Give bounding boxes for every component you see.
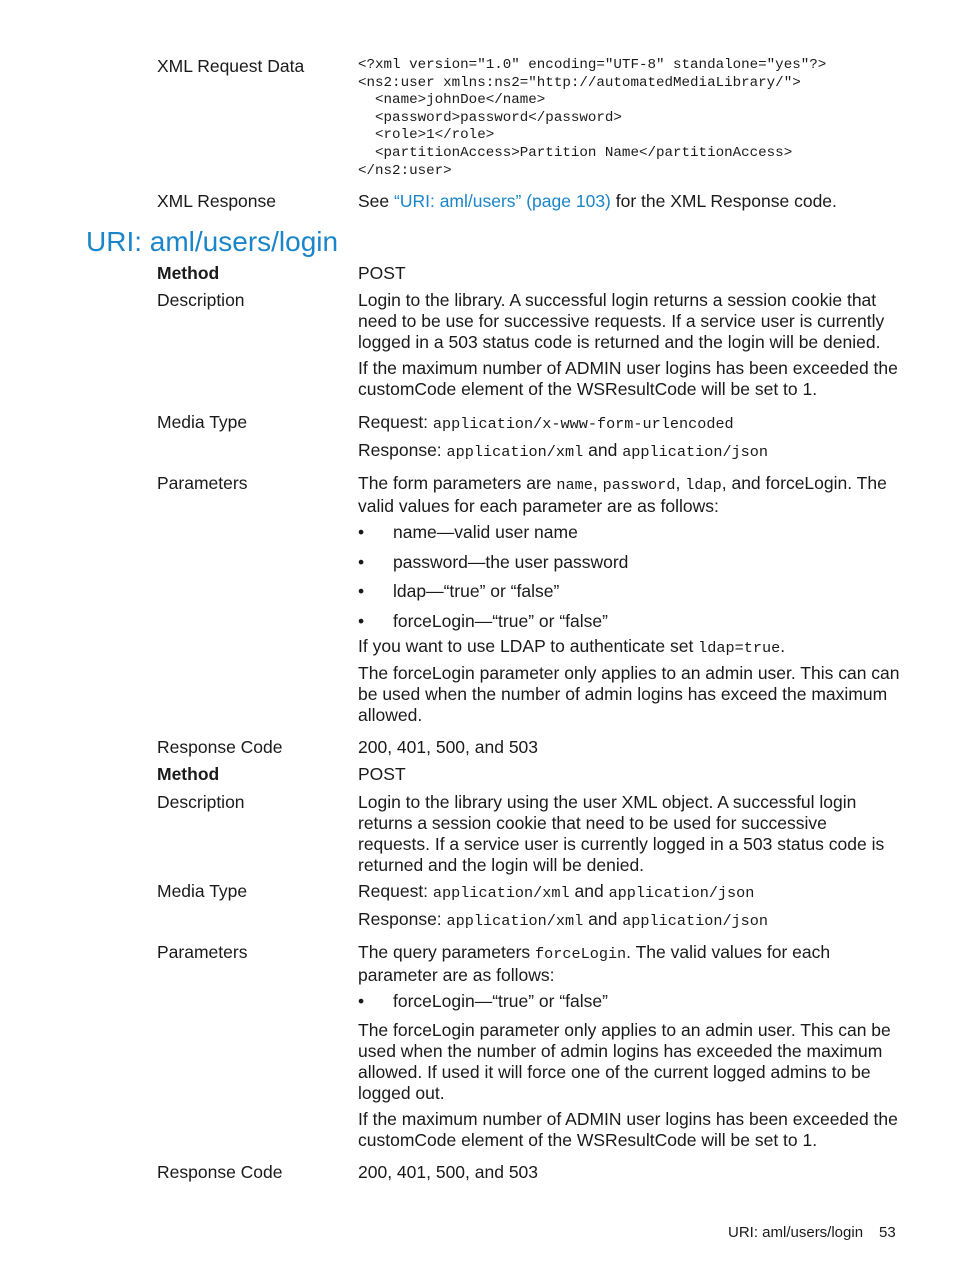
xml-response-suffix: for the XML Response code. <box>610 191 837 211</box>
ldap-note-code: ldap=true <box>698 639 781 657</box>
response-code-label: Response Code <box>157 737 283 757</box>
response-type: application/json <box>622 443 769 461</box>
bullet-icon: • <box>358 581 365 601</box>
response-type: application/xml <box>446 912 584 930</box>
list-item-text: name—valid user name <box>393 522 578 542</box>
media-type-label: Media Type <box>157 412 248 432</box>
request-type: application/xml <box>432 884 570 902</box>
description-paragraph: Login to the library. A successful login returns a session cookie that need to be use for successive requests. If a service user is currently logged in a 503 status code is returned and the login will be denied. <box>358 290 885 352</box>
parameters-label: Parameters <box>157 942 248 962</box>
xml-request-label: XML Request Data <box>157 56 305 76</box>
response-prefix: Response: <box>358 440 447 460</box>
bullet-icon: • <box>358 991 365 1011</box>
response-type: application/xml <box>446 443 584 461</box>
ldap-note <box>358 636 903 659</box>
method-label: Method <box>157 263 220 283</box>
description-paragraph: If the maximum number of ADMIN user logins has been exceeded the customCode element of the WSResultCode will be set to 1. <box>358 358 898 399</box>
param-code: name <box>556 476 593 494</box>
and-text: and <box>583 909 623 929</box>
param-code: ldap <box>685 476 722 494</box>
request-prefix: Request: <box>358 412 433 432</box>
description-label: Description <box>157 792 245 812</box>
parameters-label: Parameters <box>157 473 248 493</box>
bullet-icon: • <box>358 522 365 542</box>
force-login-note: The forceLogin parameter only applies to an admin user. This can be used when the number of admin logins has exceeded the maximum allowed. If used it will force one of the current logged admins to be logged out. <box>358 1020 891 1103</box>
response-prefix: Response: <box>358 909 447 929</box>
bullet-icon: • <box>358 552 365 572</box>
xml-response-prefix: See <box>358 191 394 211</box>
parameters-intro <box>358 942 903 986</box>
page-number: 53 <box>879 1224 896 1241</box>
xml-request-code: <?xml version="1.0" encoding="UTF-8" standalone="yes"?> <ns2:user xmlns:ns2="http://automatedMediaLibrary/"> <name>johnDoe</name> <password>password</password> <role>1</role> <partitionAccess>Partition Name</partitionAccess> </ns2:user> <box>358 57 827 179</box>
params-text: , <box>592 473 603 493</box>
force-login-note: The forceLogin parameter only applies to an admin user. This can can be used when the number of admin logins has exceed the maximum allowed. <box>358 663 900 725</box>
list-item-text: forceLogin—“true” or “false” <box>393 611 608 631</box>
params-text: . The valid values for each parameter are as follows: <box>358 942 831 985</box>
params-text: , <box>675 473 686 493</box>
response-code-value: 200, 401, 500, and 503 <box>358 1162 539 1182</box>
param-code: password <box>602 476 676 494</box>
description-paragraph: Login to the library using the user XML object. A successful login returns a session cookie that need to be used for successive requests. If a service user is currently logged in a 503 status code is returned and the login will be denied. <box>358 792 885 875</box>
bullet-icon: • <box>358 611 365 631</box>
media-response <box>358 909 903 932</box>
admin-login-note: If the maximum number of ADMIN user logins has been exceeded the customCode element of the WSResultCode will be set to 1. <box>358 1109 898 1150</box>
and-text: and <box>569 881 609 901</box>
params-text: , and forceLogin. The valid values for each parameter are as follows: <box>358 473 887 516</box>
and-text: and <box>583 440 623 460</box>
response-code-value: 200, 401, 500, and 503 <box>358 737 539 757</box>
list-item-text: password—the user password <box>393 552 629 572</box>
method-label: Method <box>157 764 220 784</box>
ldap-note-text: If you want to use LDAP to authenticate set <box>358 636 699 656</box>
media-request <box>358 412 903 435</box>
response-type: application/json <box>622 912 769 930</box>
xml-response-text <box>358 191 903 212</box>
media-request <box>358 881 903 904</box>
params-text: The form parameters are <box>358 473 557 493</box>
request-type: application/json <box>608 884 755 902</box>
parameters-intro <box>358 473 903 517</box>
response-code-label: Response Code <box>157 1162 283 1182</box>
section-heading: URI: aml/users/login <box>86 226 339 257</box>
xml-response-link[interactable]: “URI: aml/users” (page 103) <box>394 191 611 211</box>
param-code: forceLogin <box>535 945 627 963</box>
description-label: Description <box>157 290 245 310</box>
method-value: POST <box>358 263 406 283</box>
media-type-label: Media Type <box>157 881 248 901</box>
list-item-text: ldap—“true” or “false” <box>393 581 560 601</box>
ldap-note-text: . <box>780 636 786 656</box>
request-type: application/x-www-form-urlencoded <box>432 415 734 433</box>
footer-title: URI: aml/users/login <box>728 1224 864 1241</box>
params-text: The query parameters <box>358 942 536 962</box>
request-prefix: Request: <box>358 881 433 901</box>
list-item-text: forceLogin—“true” or “false” <box>393 991 608 1011</box>
method-value: POST <box>358 764 406 784</box>
media-response <box>358 440 903 463</box>
xml-response-label: XML Response <box>157 191 276 211</box>
